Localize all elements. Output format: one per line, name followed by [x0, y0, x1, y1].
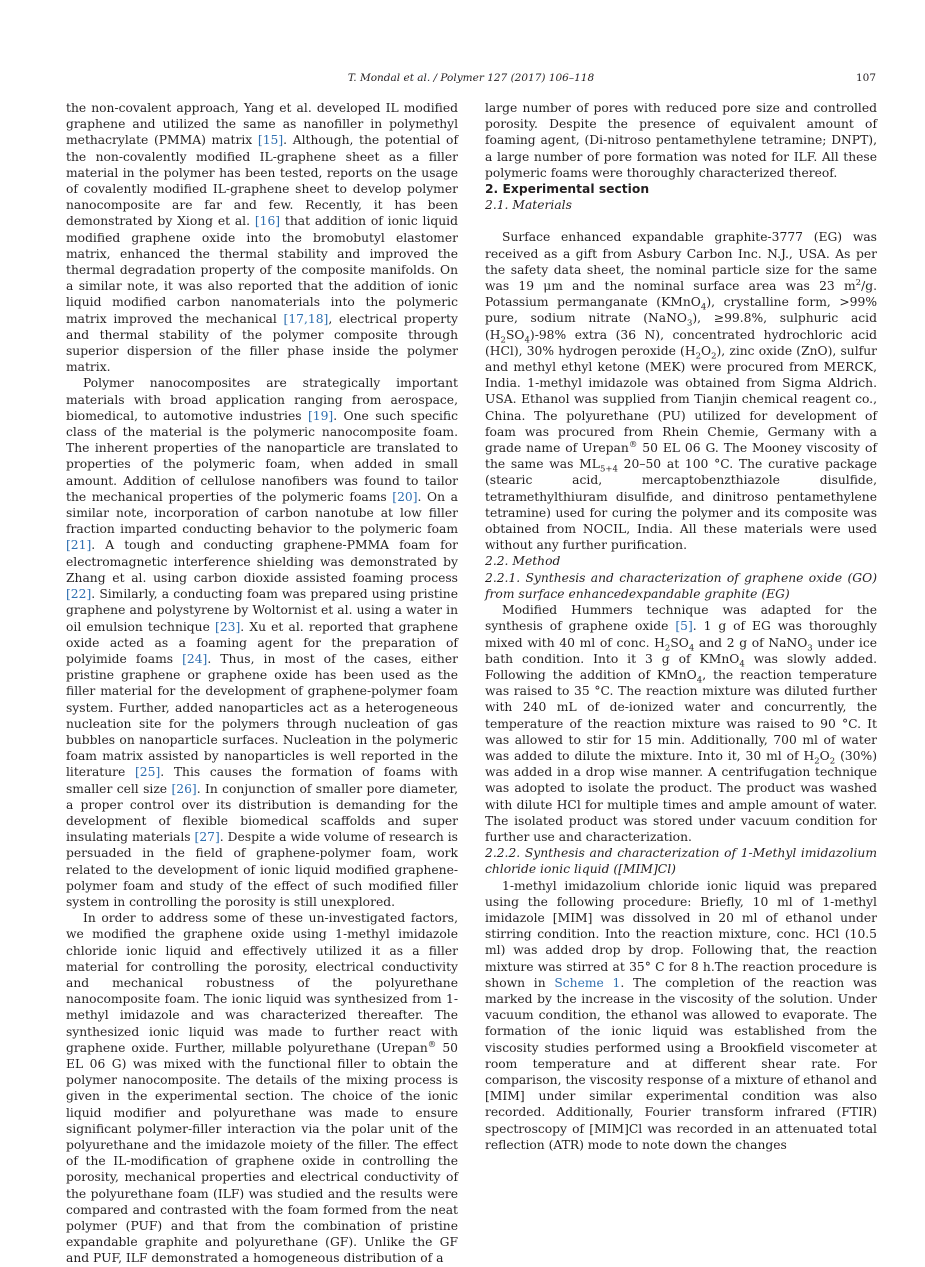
intro-paragraph-3: In order to address some of these un-investigated factors, we modified the graphene oxide using 1-methyl imidazole chloride ionic liquid and effectively utilized it as a filler material for controlling the porosity, electrical conductivity and mechanical robustness of the polyurethane nanocomposite foam. The ionic liquid was synthesized from 1-methyl imidazole and was characterized thereafter. The synthesized ionic liquid was made to further react with graphene oxide. Further, millable polyurethane (Urepan® 50 EL 06 G) was mixed with the functional filler to obtain the polymer nanocomposite. The details of the mixing process is given in the experimental section. The choice of the ionic liquid modifier and polyurethane was made to ensure significant polymer-filler interaction via the polar unit of the polyurethane and the imidazole moiety of the filler. The effect of the IL-modification of graphene oxide in controlling the porosity, mechanical properties and electrical conductivity of the polyurethane foam (ILF) was studied and the results were compared and contrasted with the foam formed from the neat polymer (PUF) and that from the combination of pristine expandable graphite and polyurethane (GF). Unlike the GF and PUF, ILF demonstrated a homogeneous distribution of a [66, 911, 458, 1266]
citation-link[interactable]: [15] [257, 133, 284, 148]
intro-paragraph-continued: large number of pores with reduced pore size and controlled porosity. Despite the presence of equivalent amount of foaming agent, (Di-nitroso pentamethylene tetramine; DNPT), a large number of pore formation was noted for ILF. All these polymeric foams were thoroughly characterized thereof. [485, 101, 877, 180]
subsection-heading-materials: 2.1. Materials [485, 198, 572, 213]
citation-link[interactable]: [27] [194, 830, 220, 845]
citation-link[interactable]: [23] [215, 619, 241, 634]
section-heading: 2. Experimental section [485, 182, 650, 197]
running-title: T. Mondal et al. / Polymer 127 (2017) 106–118 [347, 72, 595, 84]
citation-link[interactable]: [20] [392, 489, 418, 504]
citation-link[interactable]: [25] [135, 765, 161, 780]
citation-link[interactable]: [24] [182, 651, 208, 666]
intro-paragraph-1: the non-covalent approach, Yang et al. developed IL modified graphene and utilized the same as nanofiller in polymethyl methacrylate (PMMA) matrix [15]. Although, the potential of the non-covalently modified IL-graphene sheet as a filler material in the polymer has been tested, reports on the usage of covalently modified IL-graphene sheet to develop polymer nanocomposite are far and few. Recently, it has been demonstrated by Xiong et al. [16] that addition of ionic liquid modified graphene oxide into the bromobutyl elastomer matrix, enhanced the thermal stability and improved the thermal degradation property of the composite manifolds. On a similar note, it was also reported that the addition of ionic liquid modified carbon nanomaterials into the polymeric matrix improved the mechanical [17,18], electrical property and thermal stability of the polymer composite through superior dispersion of the filler phase inside the polymer matrix. [66, 101, 458, 375]
materials-paragraph: Surface enhanced expandable graphite-3777 (EG) was received as a gift from Asbury Carbon Inc. N.J., USA. As per the safety data sheet, the nominal particle size for the same was 19 μm and the nominal surface area was 23 $m^2/g$. Potassium permanganate (KMnO$_4$), crystalline form, >99% pure, sodium nitrate (NaNO$_3$), ≥99.8%, sulphuric acid $(H_2SO_4)-98\%$ extra (36 N), concentrated hydrochloric acid (HCl), 30% hydrogen peroxide $(H_2O_2)$, zinc oxide (ZnO), sulfur and methyl ethyl ketone (MEK) were procured from MERCK, India. 1-methyl imidazole was obtained from Sigma Aldrich. USA. Ethanol was supplied from Tianjin chemical reagent co., China. The polyurethane (PU) utilized for development of foam was procured from Rhein Chemie, Germany with a grade name of Urepan® 50 EL 06 G. The Mooney viscosity of the same was $ML_{5+4}$ 20–50 at 100 °C. The curative package (stearic acid, mercaptobenzthiazole disulfide, tetramethylthiuram disulfide, and dinitroso pentamethylene tetramine) used for curing the polymer and its composite was obtained from NOCIL, India. All these materials were used without any further purification. [485, 230, 878, 553]
right-column [485, 100, 877, 1153]
citation-link[interactable]: [5] [675, 619, 693, 634]
left-column [66, 100, 458, 1267]
intro-paragraph-2: Polymer nanocomposites are strategically important materials with broad application ranging from aerospace, biomedical, to automotive industries [19]. One such specific class of the material is the polymeric nanocomposite foam. The inherent properties of the nanoparticle are translated to properties of the polymeric foam, when added in small amount. Addition of cellulose nanofibers was found to tailor the mechanical properties of the polymeric foams [20]. On a similar note, incorporation of carbon nanotube at low filler fraction imparted conducting behavior to the polymeric foam [21]. A tough and conducting graphene-PMMA foam for electromagnetic interference shielding was demonstrated by Zhang et al. using carbon dioxide assisted foaming process [22]. Similarly, a conducting foam was prepared using pristine graphene and polystyrene by Woltornist et al. using a water in oil emulsion technique [23]. Xu et al. reported that graphene oxide acted as a foaming agent for the preparation of polyimide foams [24]. Thus, in most of the cases, either pristine graphene or graphene oxide has been used as the filler material for the development of graphene-polymer foam system. Further, added nanoparticles act as a heterogeneous nucleation site for the polymers through nucleation of gas bubbles on nanoparticle surfaces. Nucleation in the polymeric foam matrix assisted by nanoparticles is well reported in the literature [25]. This causes the formation of foams with smaller cell size [26]. In conjunction of smaller pore diameter, a proper control over its distribution is demanding for the development of flexible biomedical scaffolds and super insulating materials [27]. Despite a wide volume of research is persuaded in the field of graphene-polymer foam, work related to the development of ionic liquid modified graphene-polymer foam and study of the effect of such modified filler system in controlling the porosity is still unexplored. [66, 376, 459, 909]
citation-link[interactable]: [16] [254, 214, 281, 229]
subsection-heading-method: 2.2. Method [485, 554, 561, 569]
subsubsection-heading-go: 2.2.1. Synthesis and characterization of graphene oxide (GO) from surface enhancedexpandable graphite (EG) [485, 570, 877, 601]
citation-link[interactable]: [21] [66, 538, 92, 553]
citation-link[interactable]: [26] [171, 781, 197, 796]
page-number: 107 [855, 72, 876, 84]
subsubsection-heading-il: 2.2.2. Synthesis and characterization of 1-Methyl imidazolium chloride ionic liquid ([MIM]Cl) [485, 846, 877, 877]
il-synthesis-paragraph: 1-methyl imidazolium chloride ionic liquid was prepared using the following procedure: Briefly, 10 ml of 1-methyl imidazole [MIM] was dissolved in 20 ml of ethanol under stirring condition. Into the reaction mixture, conc. HCl (10.5 ml) was added drop by drop. Following that, the reaction mixture was stirred at 35° C for 8 h.The reaction procedure is shown in Scheme 1. The completion of the reaction was marked by the increase in the viscosity of the solution. Under vacuum condition, the ethanol was allowed to evaporate. The formation of the ionic liquid was established from the viscosity studies performed using a Brookfield viscometer at room temperature and at different shear rate. For comparison, the viscosity response of a mixture of ethanol and [MIM] under similar experimental condition was also recorded. Additionally, Fourier transform infrared (FTIR) spectroscopy of [MIM]Cl was recorded in an attenuated total reflection (ATR) mode to note down the changes [485, 878, 877, 1152]
citation-link[interactable]: [22] [66, 587, 92, 602]
citation-link[interactable]: [19] [307, 408, 334, 423]
scheme-link[interactable]: Scheme 1 [554, 975, 621, 990]
running-header [66, 72, 876, 88]
citation-link[interactable]: [17,18] [283, 311, 329, 326]
go-synthesis-paragraph: Modified Hummers technique was adapted for the synthesis of graphene oxide [5]. 1 g of EG was thoroughly mixed with 40 ml of conc. $H_2SO_4$ and 2 g of NaNO$_3$ under ice bath condition. Into it 3 g of KMnO$_4$ was slowly added. Following the addition of KMnO$_4$, the reaction temperature was raised to 35 °C. The reaction mixture was diluted further with 240 mL of de-ionized water and concurrently, the temperature of the reaction mixture was raised to 90 °C. It was allowed to stir for 15 min. Additionally, 700 ml of water was added to dilute the mixture. Into it, 30 ml of $H_2O_2$ (30%) was added in a drop wise manner. A centrifugation technique was adopted to isolate the product. The product was washed with dilute HCl for multiple times and ample amount of water. The isolated product was stored under vacuum condition for further use and characterization. [485, 603, 878, 844]
